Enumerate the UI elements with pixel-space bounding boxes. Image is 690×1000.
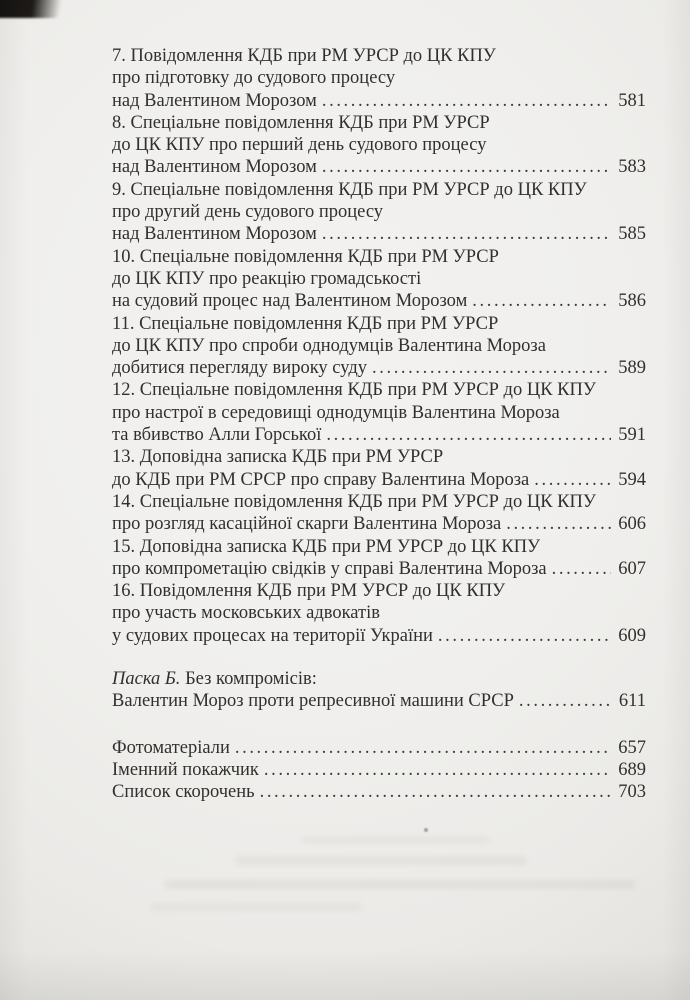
toc-page-line bbox=[112, 290, 646, 312]
page-number: 607 bbox=[618, 558, 646, 579]
page-number: 703 bbox=[618, 782, 646, 803]
toc-page-line bbox=[112, 558, 646, 580]
dot-leader bbox=[514, 690, 612, 712]
toc-page-line bbox=[112, 469, 646, 491]
toc-page-line bbox=[112, 690, 646, 712]
dot-leader bbox=[317, 223, 611, 245]
showthrough-line bbox=[165, 880, 635, 889]
toc-line: про настрої в середовищі однодумців Валентина Мороза bbox=[112, 402, 560, 423]
toc-line: над Валентином Морозом bbox=[112, 224, 317, 245]
page-number: 609 bbox=[618, 625, 646, 646]
page-number: 689 bbox=[618, 759, 646, 780]
toc-line: 13. Доповідна записка КДБ при РМ УРСР bbox=[112, 447, 444, 468]
toc-line: 11. Спеціальне повідомлення КДБ при РМ УРСР bbox=[112, 313, 499, 334]
toc-line: до КДБ при РМ СРСР про справу Валентина Мороза bbox=[112, 469, 530, 490]
dot-leader bbox=[547, 558, 612, 580]
page-number: 591 bbox=[618, 425, 646, 446]
toc-entry-7 bbox=[112, 45, 646, 112]
toc-line: до ЦК КПУ про перший день судового процесу bbox=[112, 135, 487, 156]
back-matter-row bbox=[112, 781, 646, 803]
back-matter-label: Іменний покажчик bbox=[112, 759, 259, 780]
toc-line: 7. Повідомлення КДБ при РМ УРСР до ЦК КПУ bbox=[112, 46, 496, 66]
page-number: 611 bbox=[618, 691, 646, 712]
page-number: 657 bbox=[618, 737, 646, 758]
toc-line: про другий день судового процесу bbox=[112, 202, 384, 223]
toc-line: 16. Повідомлення КДБ при РМ УРСР до ЦК КПУ bbox=[112, 581, 506, 602]
part-subtitle: Валентин Мороз проти репресивної машини СРСР bbox=[112, 691, 514, 712]
toc-entry-13 bbox=[112, 446, 646, 491]
dot-leader bbox=[467, 290, 611, 312]
part-title: Без компромісів: bbox=[180, 669, 317, 690]
toc-line: 8. Спеціальне повідомлення КДБ при РМ УРСР bbox=[112, 112, 490, 133]
toc-page-line bbox=[112, 513, 646, 535]
toc-line: до ЦК КПУ про реакцію громадськості bbox=[112, 268, 422, 289]
back-matter-row bbox=[112, 737, 646, 759]
toc-line: до ЦК КПУ про спроби однодумців Валентина Мороза bbox=[112, 335, 546, 356]
toc-page-line bbox=[112, 625, 646, 647]
back-matter-label: Список скорочень bbox=[112, 782, 255, 803]
toc-entry-16 bbox=[112, 580, 646, 647]
toc-line: про участь московських адвокатів bbox=[112, 603, 380, 624]
page-number: 586 bbox=[618, 291, 646, 312]
page-number: 583 bbox=[618, 157, 646, 178]
part-b-heading bbox=[112, 668, 646, 713]
dot-leader bbox=[529, 469, 611, 491]
dot-leader bbox=[259, 759, 611, 781]
toc-line: про розгляд касаційної скарги Валентина Мороза bbox=[112, 514, 502, 535]
page-number: 589 bbox=[618, 358, 646, 379]
toc-entry-15 bbox=[112, 536, 646, 581]
dot-leader bbox=[230, 737, 611, 759]
dot-leader bbox=[321, 424, 611, 446]
page-number: 594 bbox=[618, 469, 646, 490]
toc-entry-10 bbox=[112, 246, 646, 313]
toc-line: 10. Спеціальне повідомлення КДБ при РМ УРСР bbox=[112, 246, 499, 267]
back-matter bbox=[112, 737, 646, 804]
page-number: 581 bbox=[618, 90, 646, 111]
part-title-line bbox=[112, 668, 646, 690]
toc-entry-11 bbox=[112, 313, 646, 380]
showthrough-line bbox=[150, 903, 362, 911]
toc-entry-14 bbox=[112, 491, 646, 536]
page-number: 606 bbox=[618, 514, 646, 535]
toc-line: добитися перегляду вироку суду bbox=[112, 358, 368, 379]
dot-leader bbox=[317, 90, 611, 112]
toc-entry-12 bbox=[112, 379, 646, 446]
back-matter-row bbox=[112, 759, 646, 781]
toc-line: про підготовку до судового процесу bbox=[112, 68, 396, 89]
showthrough-line bbox=[235, 856, 527, 865]
toc-line: 14. Спеціальне повідомлення КДБ при РМ УРСР до ЦК КПУ bbox=[112, 491, 596, 512]
toc-line: над Валентином Морозом bbox=[112, 90, 317, 111]
scan-corner-artifact bbox=[0, 0, 62, 18]
toc-page-line bbox=[112, 156, 646, 178]
dot-leader bbox=[367, 357, 611, 379]
showthrough-line bbox=[300, 836, 490, 844]
toc-line: та вбивство Алли Горської bbox=[112, 425, 322, 446]
toc-page-line bbox=[112, 223, 646, 245]
toc-line: про компрометацію свідків у справі Валентина Мороза bbox=[112, 558, 547, 579]
dot-leader bbox=[433, 625, 611, 647]
toc-page-line bbox=[112, 90, 646, 112]
ink-speck bbox=[424, 828, 428, 832]
back-matter-label: Фотоматеріали bbox=[112, 737, 230, 758]
toc-line: на судовий процес над Валентином Морозом bbox=[112, 291, 468, 312]
table-of-contents bbox=[112, 45, 646, 804]
toc-page-line bbox=[112, 357, 646, 379]
dot-leader bbox=[501, 513, 611, 535]
dot-leader bbox=[317, 156, 611, 178]
toc-line: у судових процесах на території України bbox=[112, 625, 433, 646]
toc-page-line bbox=[112, 424, 646, 446]
dot-leader bbox=[255, 781, 612, 803]
page-number: 585 bbox=[618, 224, 646, 245]
toc-entry-8 bbox=[112, 112, 646, 179]
toc-entry-9 bbox=[112, 179, 646, 246]
toc-line: 15. Доповідна записка КДБ при РМ УРСР до ЦК КПУ bbox=[112, 536, 541, 557]
part-author: Паска Б. bbox=[112, 669, 181, 690]
toc-line: 12. Спеціальне повідомлення КДБ при РМ УРСР до ЦК КПУ bbox=[112, 380, 596, 401]
toc-line: над Валентином Морозом bbox=[112, 157, 317, 178]
toc-line: 9. Спеціальне повідомлення КДБ при РМ УРСР до ЦК КПУ bbox=[112, 179, 587, 200]
